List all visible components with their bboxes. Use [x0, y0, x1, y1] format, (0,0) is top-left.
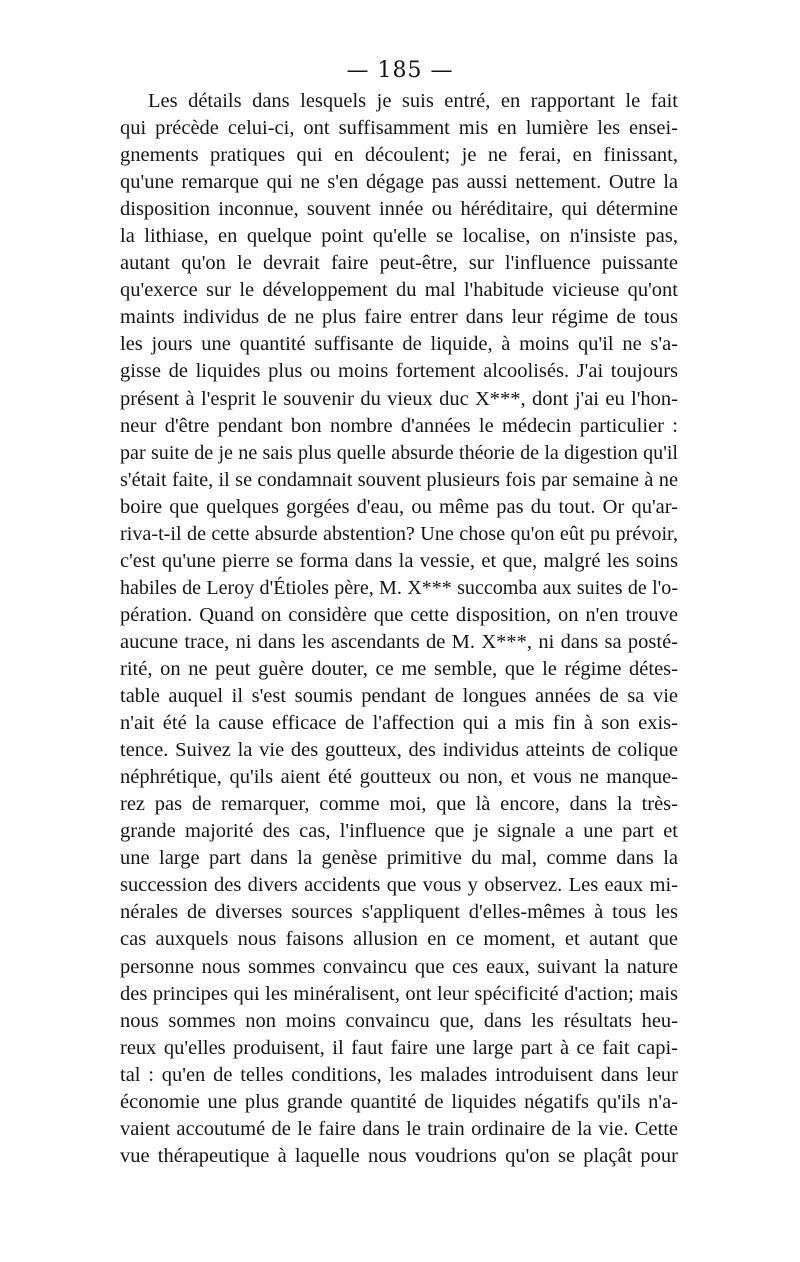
text-line: par suite de je ne sais plus quelle absurde théorie de la digestion qu'il: [120, 441, 678, 464]
text-line: boire que quelques gorgées d'eau, ou même pas du tout. Or qu'ar-: [120, 495, 678, 518]
text-line: Les détails dans lesquels je suis entré, en rapportant le fait: [148, 90, 678, 112]
text-line: vue thérapeutique à laquelle nous voudrions qu'on se plaçât pour: [120, 1144, 678, 1167]
text-line: personne nous sommes convaincu que ces eaux, suivant la nature: [120, 955, 678, 978]
text-line: grande majorité des cas, l'influence que je signale a une part et: [120, 820, 678, 843]
text-line: succession des divers accidents que vous y observez. Les eaux mi-: [120, 874, 678, 897]
text-line: qu'exerce sur le développement du mal l'habitude vicieuse qu'ont: [120, 279, 678, 302]
text-line: s'était faite, il se condamnait souvent plusieurs fois par semaine à ne: [120, 468, 678, 491]
text-line: tal : qu'en de telles conditions, les malades introduisent dans leur: [120, 1063, 678, 1086]
text-line: qui précède celui-ci, ont suffisamment mis en lumière les ensei-: [120, 117, 678, 140]
text-line: reux qu'elles produisent, il faut faire une large part à ce fait capi-: [120, 1036, 678, 1059]
text-line: habiles de Leroy d'Étioles père, M. X*** succomba aux suites de l'o-: [120, 576, 678, 599]
text-line: rez pas de remarquer, comme moi, que là encore, dans la très-: [120, 793, 678, 816]
text-line: présent à l'esprit le souvenir du vieux duc X***, dont j'ai eu l'hon-: [120, 387, 678, 410]
text-line: aucune trace, ni dans les ascendants de M. X***, ni dans sa posté-: [120, 630, 678, 653]
text-line: cas auxquels nous faisons allusion en ce moment, et autant que: [120, 928, 678, 951]
text-line: nérales de diverses sources s'appliquent d'elles-mêmes à tous les: [120, 901, 678, 924]
text-line: pération. Quand on considère que cette disposition, on n'en trouve: [120, 603, 678, 626]
text-line: neur d'être pendant bon nombre d'années le médecin particulier :: [120, 414, 678, 437]
text-line: économie une plus grande quantité de liquides négatifs qu'ils n'a-: [120, 1090, 678, 1113]
text-line: disposition inconnue, souvent innée ou héréditaire, qui détermine: [120, 198, 678, 221]
text-line: autant qu'on le devrait faire peut-être, sur l'influence puissante: [120, 252, 678, 275]
text-line: riva-t-il de cette absurde abstention? Une chose qu'on eût pu prévoir,: [120, 522, 678, 545]
text-line: nous sommes non moins convaincu que, dans les résultats heu-: [120, 1009, 678, 1032]
text-line: qu'une remarque qui ne s'en dégage pas aussi nettement. Outre la: [120, 171, 678, 194]
text-line: table auquel il s'est soumis pendant de longues années de sa vie: [120, 685, 678, 708]
text-line: une large part dans la genèse primitive du mal, comme dans la: [120, 847, 678, 870]
body-text: [120, 88, 678, 1170]
text-line: la lithiase, en quelque point qu'elle se localise, on n'insiste pas,: [120, 225, 678, 248]
text-line: néphrétique, qu'ils aient été goutteux ou non, et vous ne manque-: [120, 766, 678, 789]
text-line: gnements pratiques qui en découlent; je ne ferai, en finissant,: [120, 144, 678, 167]
page-number: — 185 —: [346, 58, 454, 83]
text-line: des principes qui les minéralisent, ont leur spécificité d'action; mais: [120, 982, 678, 1005]
text-line: n'ait été la cause efficace de l'affection qui a mis fin à son exis-: [120, 712, 678, 735]
text-line: les jours une quantité suffisante de liquide, à moins qu'il ne s'a-: [120, 333, 678, 356]
text-line: vaient accoutumé de le faire dans le train ordinaire de la vie. Cette: [120, 1117, 678, 1140]
text-line: gisse de liquides plus ou moins fortement alcoolisés. J'ai toujours: [120, 360, 678, 383]
text-line: tence. Suivez la vie des goutteux, des individus atteints de colique: [120, 739, 678, 762]
text-line: maints individus de ne plus faire entrer dans leur régime de tous: [120, 306, 678, 329]
text-line: rité, on ne peut guère douter, ce me semble, que le régime détes-: [120, 657, 678, 680]
text-line: c'est qu'une pierre se forma dans la vessie, et que, malgré les soins: [120, 549, 678, 572]
